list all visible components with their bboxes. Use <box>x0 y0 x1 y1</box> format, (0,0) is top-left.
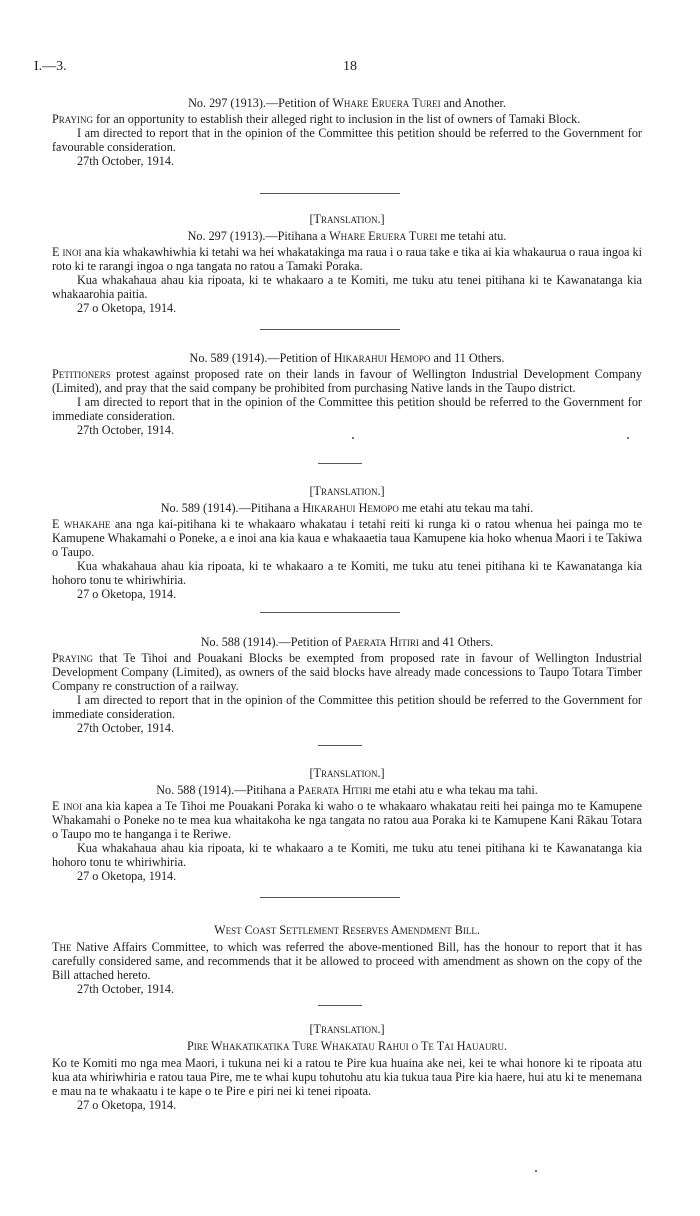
title-suffix: and Another. <box>440 96 506 110</box>
petition-589-english <box>52 351 642 437</box>
petition-title <box>52 635 642 649</box>
translation-label-text: [Translation.] <box>309 766 385 780</box>
report-text: Native Affairs Committee, to which was referred the above-mentioned Bill, has the honour to report that it has carefully considered same, and recommends that it be allowed to proceed with amendment as shown on the copy of the Bill attached hereto. <box>52 940 642 982</box>
print-speck <box>627 437 629 439</box>
report-date: 27 o Oketopa, 1914. <box>77 301 177 315</box>
petitioner-name: Hikarahui Hemopo <box>333 351 431 365</box>
prayer-lead: Petitioners <box>52 367 111 381</box>
committee-report: Ko te Komiti mo nga mea Maori, i tukuna nei ki a ratou te Pire kua huaina ake nei, kei te whai honore ki te ripoata atu kua ata whiriwhiria e ratou taua Pire, me te whai kupu tohutohu atu kia tukua taua Pire kia haere, hui atu ki te menemana e mau na te whakaatu i te kape o te Pire e piri nei ki tenei ripoata. <box>52 1056 642 1098</box>
prayer-text: protest against proposed rate on their lands in favour of Wellington Industrial Development Company (Limited), and pray that the said company be prohibited from purchasing Native lands in the Taupo district. <box>52 367 642 395</box>
translation-label <box>52 766 642 780</box>
petitioner-name: Whare Eruera Turei <box>329 229 438 243</box>
petition-588-translation <box>52 766 642 883</box>
petition-588-english <box>52 635 642 735</box>
translation-label-text: [Translation.] <box>309 212 385 226</box>
committee-report <box>52 940 642 982</box>
translation-label <box>52 484 642 498</box>
petition-title <box>52 501 642 515</box>
petition-prayer <box>52 245 642 273</box>
section-divider <box>318 1005 362 1006</box>
committee-report: Kua whakahaua ahau kia ripoata, ki te whakaaro a te Komiti, me tuku atu tenei pitihana ki te Kawanatanga kia whakaarohia paitia. <box>52 273 642 301</box>
translation-label <box>52 1022 642 1036</box>
prayer-lead: Praying <box>52 112 93 126</box>
page-number: 18 <box>343 59 357 74</box>
petition-title <box>52 351 642 365</box>
petition-589-translation <box>52 484 642 601</box>
petition-prayer <box>52 651 642 693</box>
title-prefix: No. 297 (1913).—Pitihana a <box>187 229 330 243</box>
report-date: 27 o Oketopa, 1914. <box>77 1098 177 1112</box>
prayer-text: for an opportunity to establish their alleged right to inclusion in the list of owners of Tamaki Block. <box>92 112 581 126</box>
petition-prayer <box>52 112 642 126</box>
petition-prayer <box>52 799 642 841</box>
title-prefix: No. 589 (1914).—Petition of <box>189 351 334 365</box>
report-date: 27th October, 1914. <box>77 423 174 437</box>
prayer-text: ana kia kapea a Te Tihoi me Pouakani Poraka ki waho o te whakaaro whakatau reiti hei painga mo te Kamupene Whakamahi o Poneke no te mea kua whaitakoha ke nga tangata no ratou aua Poraka ki te Kamupene Kani Rākau Totara o Taupo mo te hanganga i te Reriwe. <box>52 799 642 841</box>
report-date: 27th October, 1914. <box>77 154 174 168</box>
title-suffix: and 41 Others. <box>418 635 494 649</box>
translation-label-text: [Translation.] <box>309 484 385 498</box>
prayer-lead: E inoi <box>52 799 82 813</box>
petition-title <box>52 229 642 243</box>
title-suffix: me tetahi atu. <box>437 229 507 243</box>
prayer-lead: E whakahe <box>52 517 111 531</box>
translation-label <box>52 212 642 226</box>
petition-prayer <box>52 517 642 559</box>
petition-297-translation <box>52 212 642 315</box>
bill-name: Pire Whakatikatika Ture Whakatau Rahui o Te Tai Hauauru. <box>186 1039 508 1053</box>
committee-report: I am directed to report that in the opinion of the Committee this petition should be referred to the Government for immediate consideration. <box>52 693 642 721</box>
section-divider <box>260 193 400 194</box>
petition-title <box>52 96 642 110</box>
section-divider <box>318 745 362 746</box>
section-divider <box>260 612 400 613</box>
petition-prayer <box>52 367 642 395</box>
prayer-lead: Praying <box>52 651 93 665</box>
petition-297-english <box>52 96 642 168</box>
bill-name: West Coast Settlement Reserves Amendment Bill. <box>214 923 480 937</box>
translation-label-text: [Translation.] <box>309 1022 385 1036</box>
title-prefix: No. 297 (1913).—Petition of <box>188 96 333 110</box>
petitioner-name: Whare Eruera Turei <box>332 96 441 110</box>
title-suffix: me etahi atu tekau ma tahi. <box>398 501 534 515</box>
bill-report-english <box>52 923 642 996</box>
title-prefix: No. 588 (1914).—Petition of <box>200 635 345 649</box>
section-divider <box>318 463 362 464</box>
petitioner-name: Paerata Hitiri <box>344 635 419 649</box>
title-suffix: me etahi atu e wha tekau ma tahi. <box>371 783 538 797</box>
report-date: 27th October, 1914. <box>77 721 174 735</box>
report-lead: The <box>52 940 72 954</box>
print-speck <box>535 1170 537 1172</box>
prayer-text: ana nga kai-pitihana ki te whakaaro whakatau i tetahi reiti ki runga ki o ratou whenua hei painga mo te Kamupene Whakamahi o Poneke, a e inoi ana kia kaua e whakaaetia taua Kamupene kia hoko whenua Maori i te Takiwa o Taupo. <box>52 517 642 559</box>
committee-report: I am directed to report that in the opinion of the Committee this petition should be referred to the Government for favourable consideration. <box>52 126 642 154</box>
prayer-text: ana kia whakawhiwhia ki tetahi wa hei whakatakinga ma raua i o raua take e tika ai kia whakaurua o raua ingoa ki roto ki te rarangi ingoa o nga tangata no ratou a Tamaki Poraka. <box>52 245 642 273</box>
title-prefix: No. 589 (1914).—Pitihana a <box>160 501 303 515</box>
title-suffix: and 11 Others. <box>430 351 505 365</box>
title-prefix: No. 588 (1914).—Pitihana a <box>156 783 298 797</box>
report-date: 27th October, 1914. <box>77 982 174 996</box>
section-divider <box>260 329 400 330</box>
committee-report: Kua whakahaua ahau kia ripoata, ki te whakaaro a te Komiti, me tuku atu tenei pitihana ki te Kawanatanga kia hohoro tonu te whiriwhiria. <box>52 841 642 869</box>
print-speck <box>352 437 354 439</box>
document-reference: I.—3. <box>34 59 67 74</box>
committee-report: Kua whakahaua ahau kia ripoata, ki te whakaaro a te Komiti, me tuku atu tenei pitihana ki te Kawanatanga kia hohoro tonu te whiriwhiria. <box>52 559 642 587</box>
section-divider <box>260 897 400 898</box>
committee-report: I am directed to report that in the opinion of the Committee this petition should be referred to the Government for immediate consideration. <box>52 395 642 423</box>
prayer-lead: E inoi <box>52 245 82 259</box>
petitioner-name: Hikarahui Hemopo <box>302 501 399 515</box>
report-date: 27 o Oketopa, 1914. <box>77 869 177 883</box>
report-date: 27 o Oketopa, 1914. <box>77 587 177 601</box>
bill-title <box>52 923 642 937</box>
petitioner-name: Paerata Hitiri <box>297 783 372 797</box>
prayer-text: that Te Tihoi and Pouakani Blocks be exempted from proposed rate in favour of Wellington Industrial Development Company (Limited), as owners of the said blocks have already made concessions to Taupo Totara Timber Company re construction of a railway. <box>52 651 642 693</box>
bill-title <box>52 1039 642 1053</box>
petition-title <box>52 783 642 797</box>
bill-report-translation <box>52 1022 642 1112</box>
